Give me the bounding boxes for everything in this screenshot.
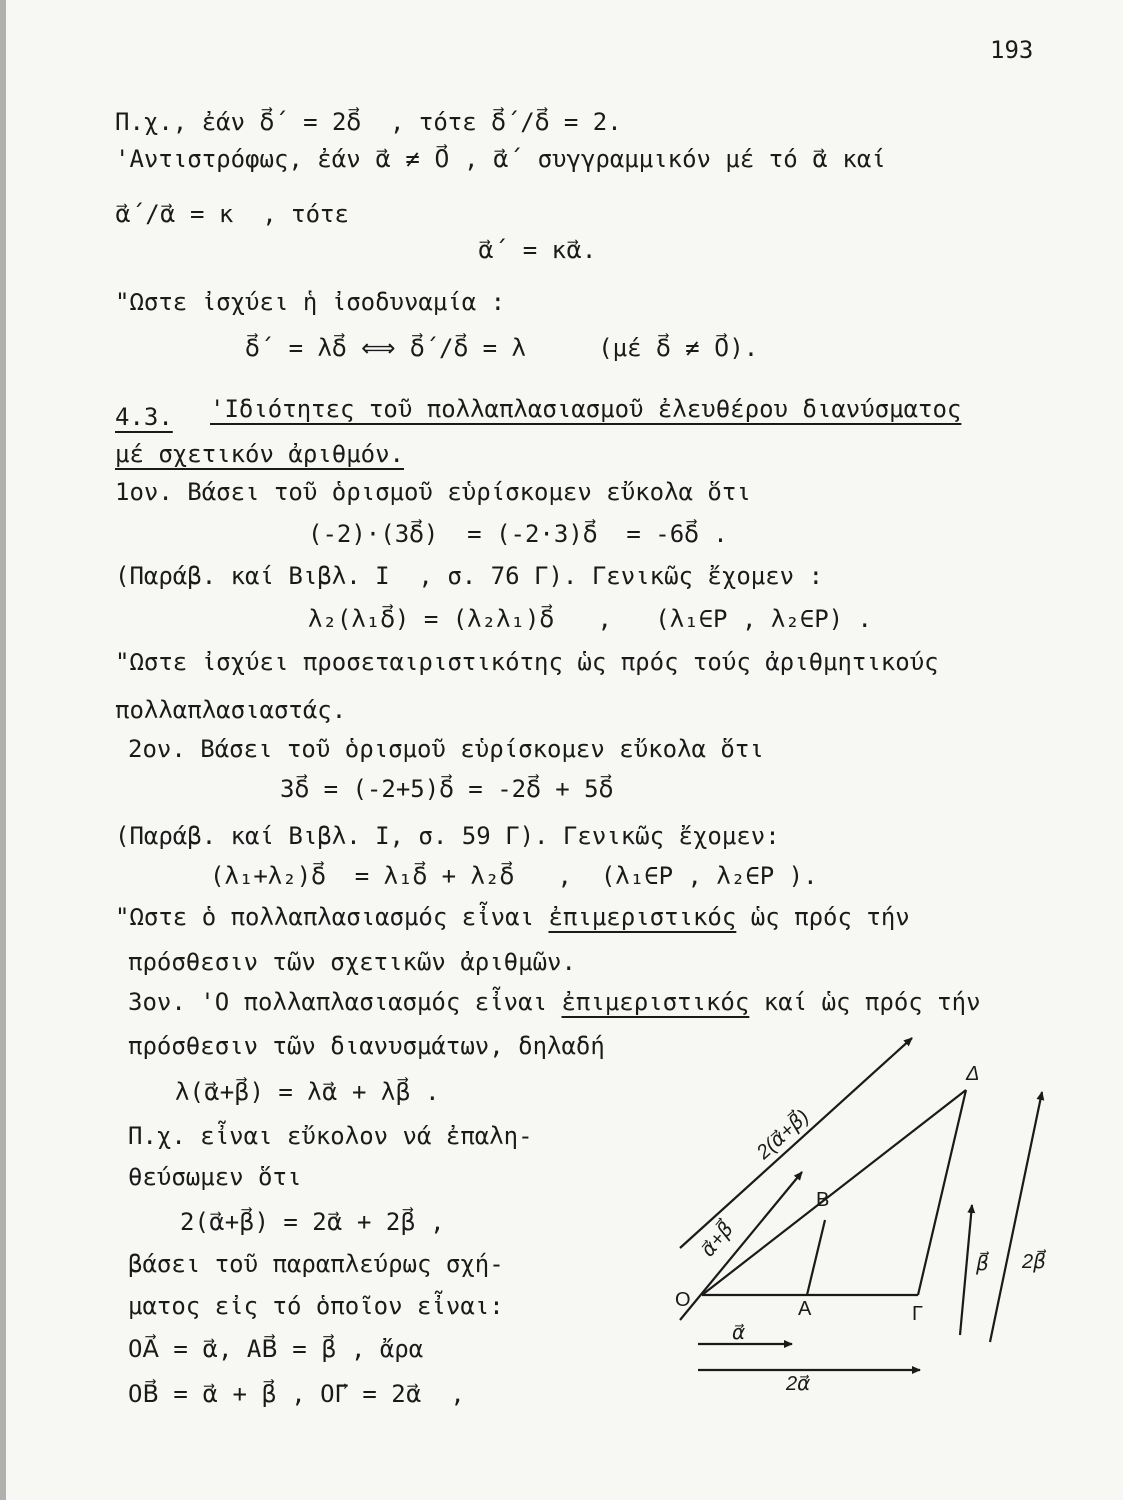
text-line-19-end: ὡς πρός τήν	[736, 903, 910, 931]
label-vec-a: α⃗	[732, 1322, 746, 1344]
equation-line-16: 3δ⃗ = (-2+5)δ⃗ = -2δ⃗ + 5δ⃗	[280, 775, 614, 803]
vector-figure	[640, 1030, 1080, 1400]
text-line-21	[128, 988, 981, 1016]
text-line-15: 2ον. Βάσει τοῦ ὁρισμοῦ εὑρίσκομεν εὔκολα ὅτι	[128, 735, 764, 763]
equation-line-30: OB⃗ = α⃗ + β⃗ , OΓ⃗ = 2α⃗ ,	[128, 1380, 465, 1408]
equation-line-6: δ⃗´ = λδ⃗ ⟺ δ⃗´/δ⃗ = λ (μέ δ⃗ ≠ 0⃗).	[245, 334, 759, 362]
text-line-27: βάσει τοῦ παραπλεύρως σχή-	[128, 1250, 504, 1278]
term-distributive-1: ἐπιμεριστικός	[548, 903, 737, 931]
label-vec-2b: 2β⃗	[1022, 1251, 1046, 1273]
text-line-9: 1ον. Βάσει τοῦ ὁρισμοῦ εὑρίσκομεν εὔκολα ὅτι	[115, 478, 751, 506]
section-number: 4.3.	[115, 403, 173, 431]
segment-AB	[807, 1220, 825, 1295]
text-line-13: "Ωστε ἰσχύει προσεταιριστικότης ὡς πρός τούς ἀριθμητικούς	[115, 648, 939, 676]
text-line-19	[115, 903, 910, 931]
label-vec-2-a-plus-b: 2(α⃗+β⃗)	[752, 1105, 814, 1164]
scan-edge	[0, 0, 6, 1500]
text-line-20: πρόσθεσιν τῶν σχετικῶν ἀριθμῶν.	[128, 948, 576, 976]
label-A: A	[798, 1298, 812, 1320]
text-line-25: θεύσωμεν ὅτι	[128, 1163, 302, 1191]
text-line-1: Π.χ., ἐάν δ⃗´ = 2δ⃗ , τότε δ⃗´/δ⃗ = 2.	[115, 108, 622, 136]
equation-line-4: α⃗´ = κα⃗.	[478, 236, 597, 264]
arrow-2b	[990, 1092, 1042, 1342]
label-vec-b: β⃗	[976, 1253, 989, 1275]
section-title-cont: μέ σχετικόν ἀριθμόν.	[115, 440, 404, 468]
label-vec-a-plus-b: α⃗+β⃗	[696, 1218, 739, 1262]
equation-line-26: 2(α⃗+β⃗) = 2α⃗ + 2β⃗ ,	[180, 1208, 445, 1236]
label-B: B	[816, 1189, 830, 1211]
text-line-3: α⃗´/α⃗ = κ , τότε	[115, 200, 349, 228]
text-line-21-end: καί ὡς πρός τήν	[749, 988, 981, 1016]
section-title: 'Ιδιότητες τοῦ πολλαπλασιασμοῦ ἐλευθέρου διανύσματος	[210, 395, 962, 423]
label-O: O	[675, 1289, 691, 1311]
text-line-5: "Ωστε ἰσχύει ἡ ἰσοδυναμία :	[115, 288, 506, 316]
equation-line-10: (-2)·(3δ⃗) = (-2·3)δ⃗ = -6δ⃗ .	[308, 520, 728, 548]
label-G: Γ	[912, 1303, 924, 1325]
arrow-2-a-plus-b	[680, 1038, 912, 1248]
text-line-24: Π.χ. εἶναι εὔκολον νά ἐπαλη-	[128, 1122, 533, 1150]
text-line-28: ματος εἰς τό ὁποῖον εἶναι:	[128, 1292, 504, 1320]
text-line-19-start: "Ωστε ὁ πολλαπλασιασμός εἶναι	[115, 903, 549, 931]
text-line-14: πολλαπλασιαστάς.	[115, 696, 347, 724]
text-line-22: πρόσθεσιν τῶν διανυσμάτων, δηλαδή	[128, 1032, 605, 1060]
label-vec-2a: 2α⃗	[786, 1373, 811, 1395]
equation-line-18: (λ₁+λ₂)δ⃗ = λ₁δ⃗ + λ₂δ⃗ , (λ₁∈Ρ , λ₂∈Ρ ).	[210, 862, 818, 890]
equation-line-23: λ(α⃗+β⃗) = λα⃗ + λβ⃗ .	[175, 1078, 440, 1106]
arrow-b	[960, 1205, 972, 1335]
text-line-17: (Παράβ. καί Βιβλ. Ι, σ. 59 Γ). Γενικῶς ἔχομεν:	[115, 822, 780, 850]
term-distributive-2: ἐπιμεριστικός	[561, 988, 750, 1016]
page-number: 193	[990, 36, 1034, 64]
equation-line-29: OA⃗ = α⃗, AB⃗ = β⃗ , ἄρα	[128, 1335, 424, 1363]
text-line-2: 'Αντιστρόφως, ἐάν α⃗ ≠ 0⃗ , α⃗´ συγγραμμικόν μέ τό α⃗ καί	[115, 145, 886, 173]
text-line-21-start: 3ον. 'Ο πολλαπλασιασμός εἶναι	[128, 988, 562, 1016]
equation-line-12: λ₂(λ₁δ⃗) = (λ₂λ₁)δ⃗ , (λ₁∈Ρ , λ₂∈Ρ) .	[308, 605, 872, 633]
label-D: Δ	[966, 1063, 980, 1085]
text-line-11: (Παράβ. καί Βιβλ. Ι , σ. 76 Γ). Γενικῶς ἔχομεν :	[115, 562, 824, 590]
